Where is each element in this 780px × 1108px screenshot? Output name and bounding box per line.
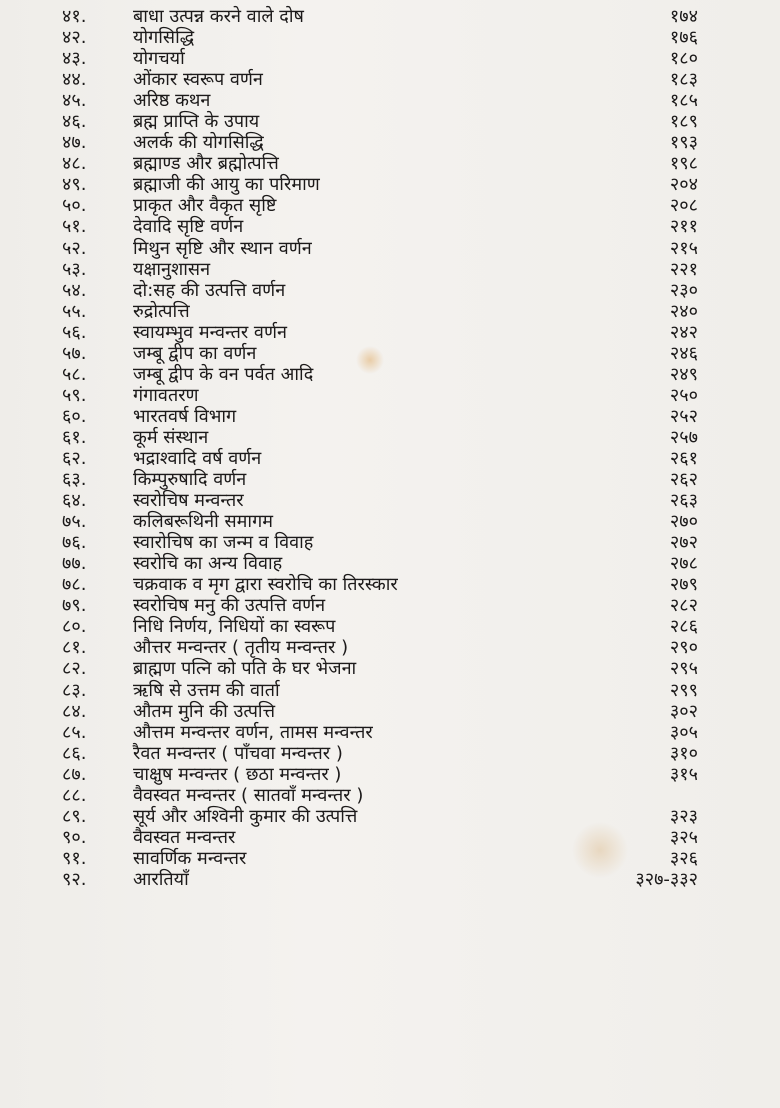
entry-page: २०८ xyxy=(669,195,698,217)
entry-page: २६१ xyxy=(669,447,698,469)
entry-number: ५३. xyxy=(62,258,87,280)
toc-entry xyxy=(0,406,780,427)
entry-number: ४४. xyxy=(62,69,87,91)
entry-title: प्राकृत और वैकृत सृष्टि xyxy=(133,195,277,217)
entry-page: १८९ xyxy=(669,111,698,133)
entry-page: २५० xyxy=(669,384,698,406)
entry-page: १८० xyxy=(669,48,698,70)
toc-entry xyxy=(0,343,780,364)
entry-page: २९५ xyxy=(669,658,698,680)
entry-title: दो:सह की उत्पत्ति वर्णन xyxy=(133,279,286,301)
toc-entry xyxy=(0,322,780,343)
entry-number: ९१. xyxy=(62,847,87,869)
entry-number: ४५. xyxy=(62,90,87,112)
entry-title: किम्पुरुषादि वर्णन xyxy=(133,469,247,491)
entry-page: २७२ xyxy=(669,532,698,554)
toc-entry xyxy=(0,174,780,195)
entry-page: २४६ xyxy=(669,342,698,364)
entry-number: ८३. xyxy=(62,679,87,701)
entry-number: ५९. xyxy=(62,384,87,406)
toc-entry xyxy=(0,743,780,764)
entry-page: २६३ xyxy=(669,490,698,512)
entry-title: ब्रह्माजी की आयु का परिमाण xyxy=(133,174,320,196)
entry-title: भारतवर्ष विभाग xyxy=(133,405,237,427)
entry-number: ४२. xyxy=(62,27,87,49)
toc-entry xyxy=(0,490,780,511)
toc-entry xyxy=(0,848,780,869)
toc-entry xyxy=(0,722,780,743)
entry-number: ७६. xyxy=(62,532,87,554)
entry-page: २७८ xyxy=(669,553,698,575)
toc-entry xyxy=(0,111,780,132)
toc-entry xyxy=(0,364,780,385)
toc-entry xyxy=(0,6,780,27)
entry-title: गंगावतरण xyxy=(133,384,199,406)
entry-title: स्वरोचिष मनु की उत्पत्ति वर्णन xyxy=(133,595,326,617)
entry-page: २५७ xyxy=(669,426,698,448)
toc-entry xyxy=(0,595,780,616)
entry-page: २९९ xyxy=(669,679,698,701)
entry-title: देवादि सृष्टि वर्णन xyxy=(133,216,244,238)
entry-page: ३२६ xyxy=(669,847,698,869)
entry-title: चक्रवाक व मृग द्वारा स्वरोचि का तिरस्कार xyxy=(133,574,398,596)
entry-page: ३२७-३३२ xyxy=(635,868,698,890)
entry-page: १८३ xyxy=(669,69,698,91)
entry-title: ब्रह्म प्राप्ति के उपाय xyxy=(133,111,260,133)
entry-title: जम्बू द्वीप का वर्णन xyxy=(133,342,257,364)
entry-title: ऋषि से उत्तम की वार्ता xyxy=(133,679,280,701)
entry-page: १९८ xyxy=(669,153,698,175)
entry-number: ८०. xyxy=(62,616,87,638)
entry-number: ५७. xyxy=(62,342,87,364)
toc-entry xyxy=(0,90,780,111)
entry-number: ६२. xyxy=(62,447,87,469)
entry-number: ५४. xyxy=(62,279,87,301)
entry-title: बाधा उत्पन्न करने वाले दोष xyxy=(133,6,304,27)
entry-number: ९०. xyxy=(62,826,87,848)
toc-entry xyxy=(0,869,780,890)
toc-entry xyxy=(0,216,780,237)
entry-number: ४६. xyxy=(62,111,87,133)
toc-entry xyxy=(0,511,780,532)
entry-title: स्वरोचि का अन्य विवाह xyxy=(133,553,283,575)
entry-page: ३०२ xyxy=(669,700,698,722)
entry-page: २७० xyxy=(669,511,698,533)
entry-page: २२१ xyxy=(669,258,698,280)
entry-number: ५६. xyxy=(62,321,87,343)
entry-number: ५८. xyxy=(62,363,87,385)
entry-title: वैवस्वत मन्वन्तर ( सातवाँ मन्वन्तर ) xyxy=(133,784,364,806)
entry-title: चाक्षुष मन्वन्तर ( छठा मन्वन्तर ) xyxy=(133,763,342,785)
entry-number: ८७. xyxy=(62,763,87,785)
entry-page: १७६ xyxy=(669,27,698,49)
entry-title: रुद्रोत्पत्ति xyxy=(133,300,190,322)
entry-page: २५२ xyxy=(669,405,698,427)
entry-number: ६३. xyxy=(62,469,87,491)
entry-page: २१५ xyxy=(669,237,698,259)
entry-page: ३१० xyxy=(669,742,698,764)
entry-number: ५२. xyxy=(62,237,87,259)
entry-number: ८२. xyxy=(62,658,87,680)
entry-title: ओंकार स्वरूप वर्णन xyxy=(133,69,263,91)
toc-entry xyxy=(0,132,780,153)
entry-page: २४० xyxy=(669,300,698,322)
entry-title: अरिष्ठ कथन xyxy=(133,90,211,112)
entry-page: २७९ xyxy=(669,574,698,596)
entry-number: ८१. xyxy=(62,637,87,659)
toc-entry xyxy=(0,637,780,658)
toc-entry xyxy=(0,153,780,174)
entry-number: ७७. xyxy=(62,553,87,575)
toc-entry xyxy=(0,301,780,322)
entry-page: २४२ xyxy=(669,321,698,343)
entry-title: औत्तर मन्वन्तर ( तृतीय मन्वन्तर ) xyxy=(133,637,349,659)
entry-number: ४१. xyxy=(62,6,87,27)
toc-entry xyxy=(0,806,780,827)
entry-title: वैवस्वत मन्वन्तर xyxy=(133,826,236,848)
entry-number: ७९. xyxy=(62,595,87,617)
entry-page: २९० xyxy=(669,637,698,659)
entry-title: स्वारोचिष का जन्म व विवाह xyxy=(133,532,314,554)
toc-entry xyxy=(0,574,780,595)
toc-entry xyxy=(0,238,780,259)
entry-number: ८९. xyxy=(62,805,87,827)
entry-title: रैवत मन्वन्तर ( पाँचवा मन्वन्तर ) xyxy=(133,742,343,764)
toc-entry xyxy=(0,827,780,848)
entry-page: २६२ xyxy=(669,469,698,491)
entry-page: ३२५ xyxy=(669,826,698,848)
entry-number: ४३. xyxy=(62,48,87,70)
entry-number: ४८. xyxy=(62,153,87,175)
entry-title: मिथुन सृष्टि और स्थान वर्णन xyxy=(133,237,312,259)
entry-page: २११ xyxy=(669,216,698,238)
entry-number: ६४. xyxy=(62,490,87,512)
entry-number: ४७. xyxy=(62,132,87,154)
toc-entry xyxy=(0,259,780,280)
entry-page: १७४ xyxy=(669,6,698,27)
entry-number: ४९. xyxy=(62,174,87,196)
entry-page: ३२३ xyxy=(669,805,698,827)
entry-title: स्वायम्भुव मन्वन्तर वर्णन xyxy=(133,321,287,343)
entry-title: सावर्णिक मन्वन्तर xyxy=(133,847,247,869)
toc-entry xyxy=(0,385,780,406)
entry-title: सूर्य और अश्विनी कुमार की उत्पत्ति xyxy=(133,805,358,827)
entry-page: २८६ xyxy=(669,616,698,638)
toc-entry xyxy=(0,764,780,785)
entry-page: २८२ xyxy=(669,595,698,617)
entry-number: ९२. xyxy=(62,868,87,890)
entry-page: २०४ xyxy=(669,174,698,196)
entry-number: ८६. xyxy=(62,742,87,764)
entry-number: ८८. xyxy=(62,784,87,806)
entry-title: औत्तम मन्वन्तर वर्णन, तामस मन्वन्तर xyxy=(133,721,373,743)
entry-title: योगसिद्धि xyxy=(133,27,195,49)
toc-entry xyxy=(0,680,780,701)
toc-entry xyxy=(0,27,780,48)
entry-number: ६१. xyxy=(62,426,87,448)
entry-title: योगचर्या xyxy=(133,48,185,70)
entry-title: औतम मुनि की उत्पत्ति xyxy=(133,700,276,722)
entry-number: ७५. xyxy=(62,511,87,533)
toc-entry xyxy=(0,280,780,301)
entry-title: ब्राह्मण पत्नि को पति के घर भेजना xyxy=(133,658,357,680)
toc-entry xyxy=(0,469,780,490)
toc-entry xyxy=(0,701,780,722)
entry-title: कूर्म संस्थान xyxy=(133,426,209,448)
entry-page: ३०५ xyxy=(669,721,698,743)
entry-number: ८४. xyxy=(62,700,87,722)
entry-title: जम्बू द्वीप के वन पर्वत आदि xyxy=(133,363,314,385)
entry-title: ब्रह्माण्ड और ब्रह्मोत्पत्ति xyxy=(133,153,279,175)
toc-entry xyxy=(0,69,780,90)
entry-number: ५५. xyxy=(62,300,87,322)
entry-title: आरतियाँ xyxy=(133,868,189,890)
entry-number: ६०. xyxy=(62,405,87,427)
toc-entry xyxy=(0,785,780,806)
table-of-contents xyxy=(0,6,780,890)
entry-page: १९३ xyxy=(669,132,698,154)
entry-title: कलिबरूथिनी समागम xyxy=(133,511,273,533)
toc-entry xyxy=(0,532,780,553)
toc-entry xyxy=(0,195,780,216)
entry-number: ५१. xyxy=(62,216,87,238)
toc-entry xyxy=(0,48,780,69)
entry-page: २४९ xyxy=(669,363,698,385)
toc-entry xyxy=(0,553,780,574)
toc-entry xyxy=(0,658,780,679)
toc-entry xyxy=(0,448,780,469)
entry-page: ३१५ xyxy=(669,763,698,785)
entry-title: निधि निर्णय, निधियों का स्वरूप xyxy=(133,616,336,638)
entry-title: स्वरोचिष मन्वन्तर xyxy=(133,490,244,512)
entry-title: भद्राश्वादि वर्ष वर्णन xyxy=(133,447,262,469)
toc-entry xyxy=(0,616,780,637)
entry-page: २३० xyxy=(669,279,698,301)
entry-title: अलर्क की योगसिद्धि xyxy=(133,132,264,154)
entry-number: ७८. xyxy=(62,574,87,596)
entry-number: ८५. xyxy=(62,721,87,743)
entry-number: ५०. xyxy=(62,195,87,217)
entry-page: १८५ xyxy=(669,90,698,112)
entry-title: यक्षानुशासन xyxy=(133,258,211,280)
toc-entry xyxy=(0,427,780,448)
